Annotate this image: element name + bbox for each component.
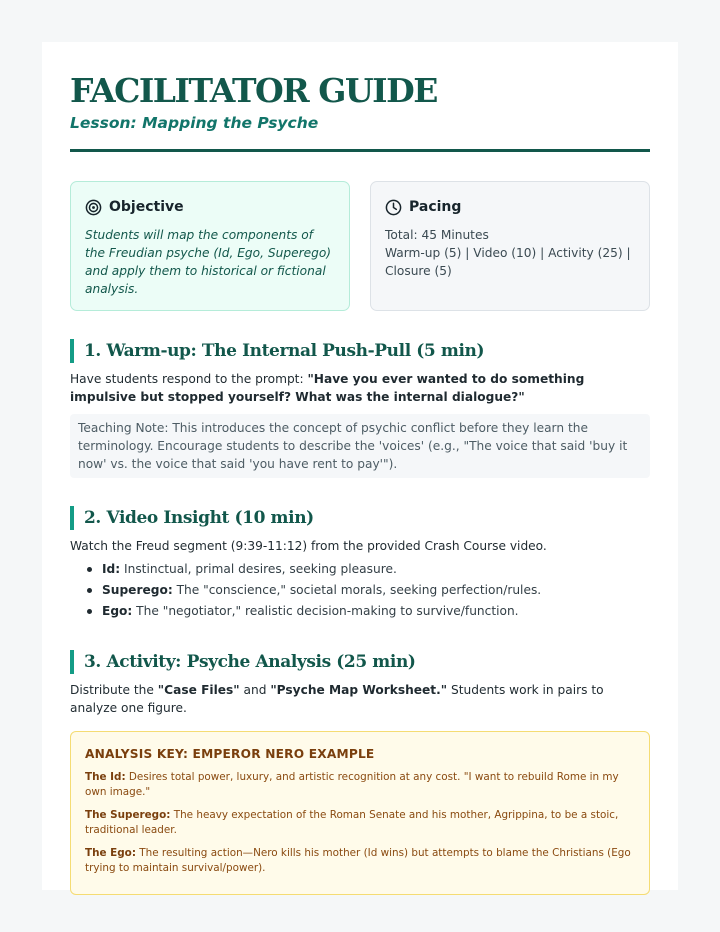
document-page bbox=[42, 42, 678, 890]
analysis-key-desc: The heavy expectation of the Roman Senate and his mother, Agrippina, to be a stoic, traditional leader. bbox=[85, 809, 619, 836]
objective-card-header bbox=[85, 197, 335, 217]
analysis-key-item bbox=[85, 846, 635, 876]
activity-text: Distribute the bbox=[70, 683, 154, 697]
psyche-components-list bbox=[70, 559, 650, 622]
warmup-section bbox=[70, 339, 650, 478]
warmup-heading: 1. Warm-up: The Internal Push-Pull (5 min) bbox=[70, 339, 650, 363]
target-icon bbox=[85, 199, 102, 216]
page-subtitle: Lesson: Mapping the Psyche bbox=[70, 114, 319, 132]
objective-label: Objective bbox=[109, 199, 184, 215]
list-item-term: Superego: bbox=[102, 583, 173, 597]
pacing-breakdown: Warm-up (5) | Video (10) | Activity (25) | Closure (5) bbox=[385, 246, 631, 278]
activity-text: Students work in pairs to analyze one figure. bbox=[70, 683, 604, 715]
header-rule bbox=[70, 149, 650, 152]
page-title: FACILITATOR GUIDE bbox=[70, 71, 437, 110]
pacing-card bbox=[370, 181, 650, 311]
analysis-key-title: ANALYSIS KEY: EMPEROR NERO EXAMPLE bbox=[85, 747, 375, 761]
worksheet-label: "Psyche Map Worksheet." bbox=[270, 683, 448, 697]
list-item bbox=[70, 559, 650, 580]
warmup-intro: Have students respond to the prompt: bbox=[70, 372, 304, 386]
analysis-key-term: The Ego: bbox=[85, 847, 136, 859]
list-item-desc: Instinctual, primal desires, seeking pleasure. bbox=[124, 562, 397, 576]
analysis-key-desc: Desires total power, luxury, and artistic recognition at any cost. "I want to rebuild Rome in my own image." bbox=[85, 771, 619, 798]
activity-section bbox=[70, 650, 650, 895]
analysis-key-desc: The resulting action—Nero kills his mother (Id wins) but attempts to blame the Christians (Ego trying to maintain survival/power). bbox=[85, 847, 631, 874]
warmup-prompt: "Have you ever wanted to do something impulsive but stopped yourself? What was the internal dialogue?" bbox=[70, 372, 585, 404]
list-item-desc: The "conscience," societal morals, seeking perfection/rules. bbox=[176, 583, 542, 597]
pacing-total: Total: 45 Minutes bbox=[385, 228, 489, 242]
analysis-key-item bbox=[85, 770, 635, 800]
activity-text: and bbox=[243, 683, 267, 697]
analysis-key-term: The Superego: bbox=[85, 809, 171, 821]
activity-instructions bbox=[70, 681, 650, 717]
video-heading: 2. Video Insight (10 min) bbox=[70, 506, 650, 530]
list-item-term: Id: bbox=[102, 562, 121, 576]
pacing-card-header bbox=[385, 197, 635, 217]
analysis-key-box bbox=[70, 731, 650, 895]
objective-card bbox=[70, 181, 350, 311]
case-files-label: "Case Files" bbox=[157, 683, 240, 697]
info-cards bbox=[70, 181, 650, 311]
list-item bbox=[70, 580, 650, 601]
list-item-term: Ego: bbox=[102, 604, 133, 618]
objective-text: Students will map the components of the Freudian psyche (Id, Ego, Superego) and apply them to historical or fictional analysis. bbox=[85, 228, 332, 296]
video-intro: Watch the Freud segment (9:39-11:12) from the provided Crash Course video. bbox=[70, 539, 547, 553]
analysis-key-item bbox=[85, 808, 635, 838]
pacing-label: Pacing bbox=[409, 199, 462, 215]
activity-heading: 3. Activity: Psyche Analysis (25 min) bbox=[70, 650, 650, 674]
teaching-note: Teaching Note: This introduces the concept of psychic conflict before they learn the terminology. Encourage students to describe the 'voices' (e.g., "The voice that said 'buy it now' vs. the voice that said 'you have rent to pay'"). bbox=[70, 414, 650, 478]
analysis-key-term: The Id: bbox=[85, 771, 126, 783]
warmup-instructions bbox=[70, 370, 650, 406]
list-item-desc: The "negotiator," realistic decision-making to survive/function. bbox=[136, 604, 519, 618]
list-item bbox=[70, 601, 650, 622]
clock-icon bbox=[385, 199, 402, 216]
pacing-body bbox=[385, 226, 635, 280]
video-section bbox=[70, 506, 650, 622]
